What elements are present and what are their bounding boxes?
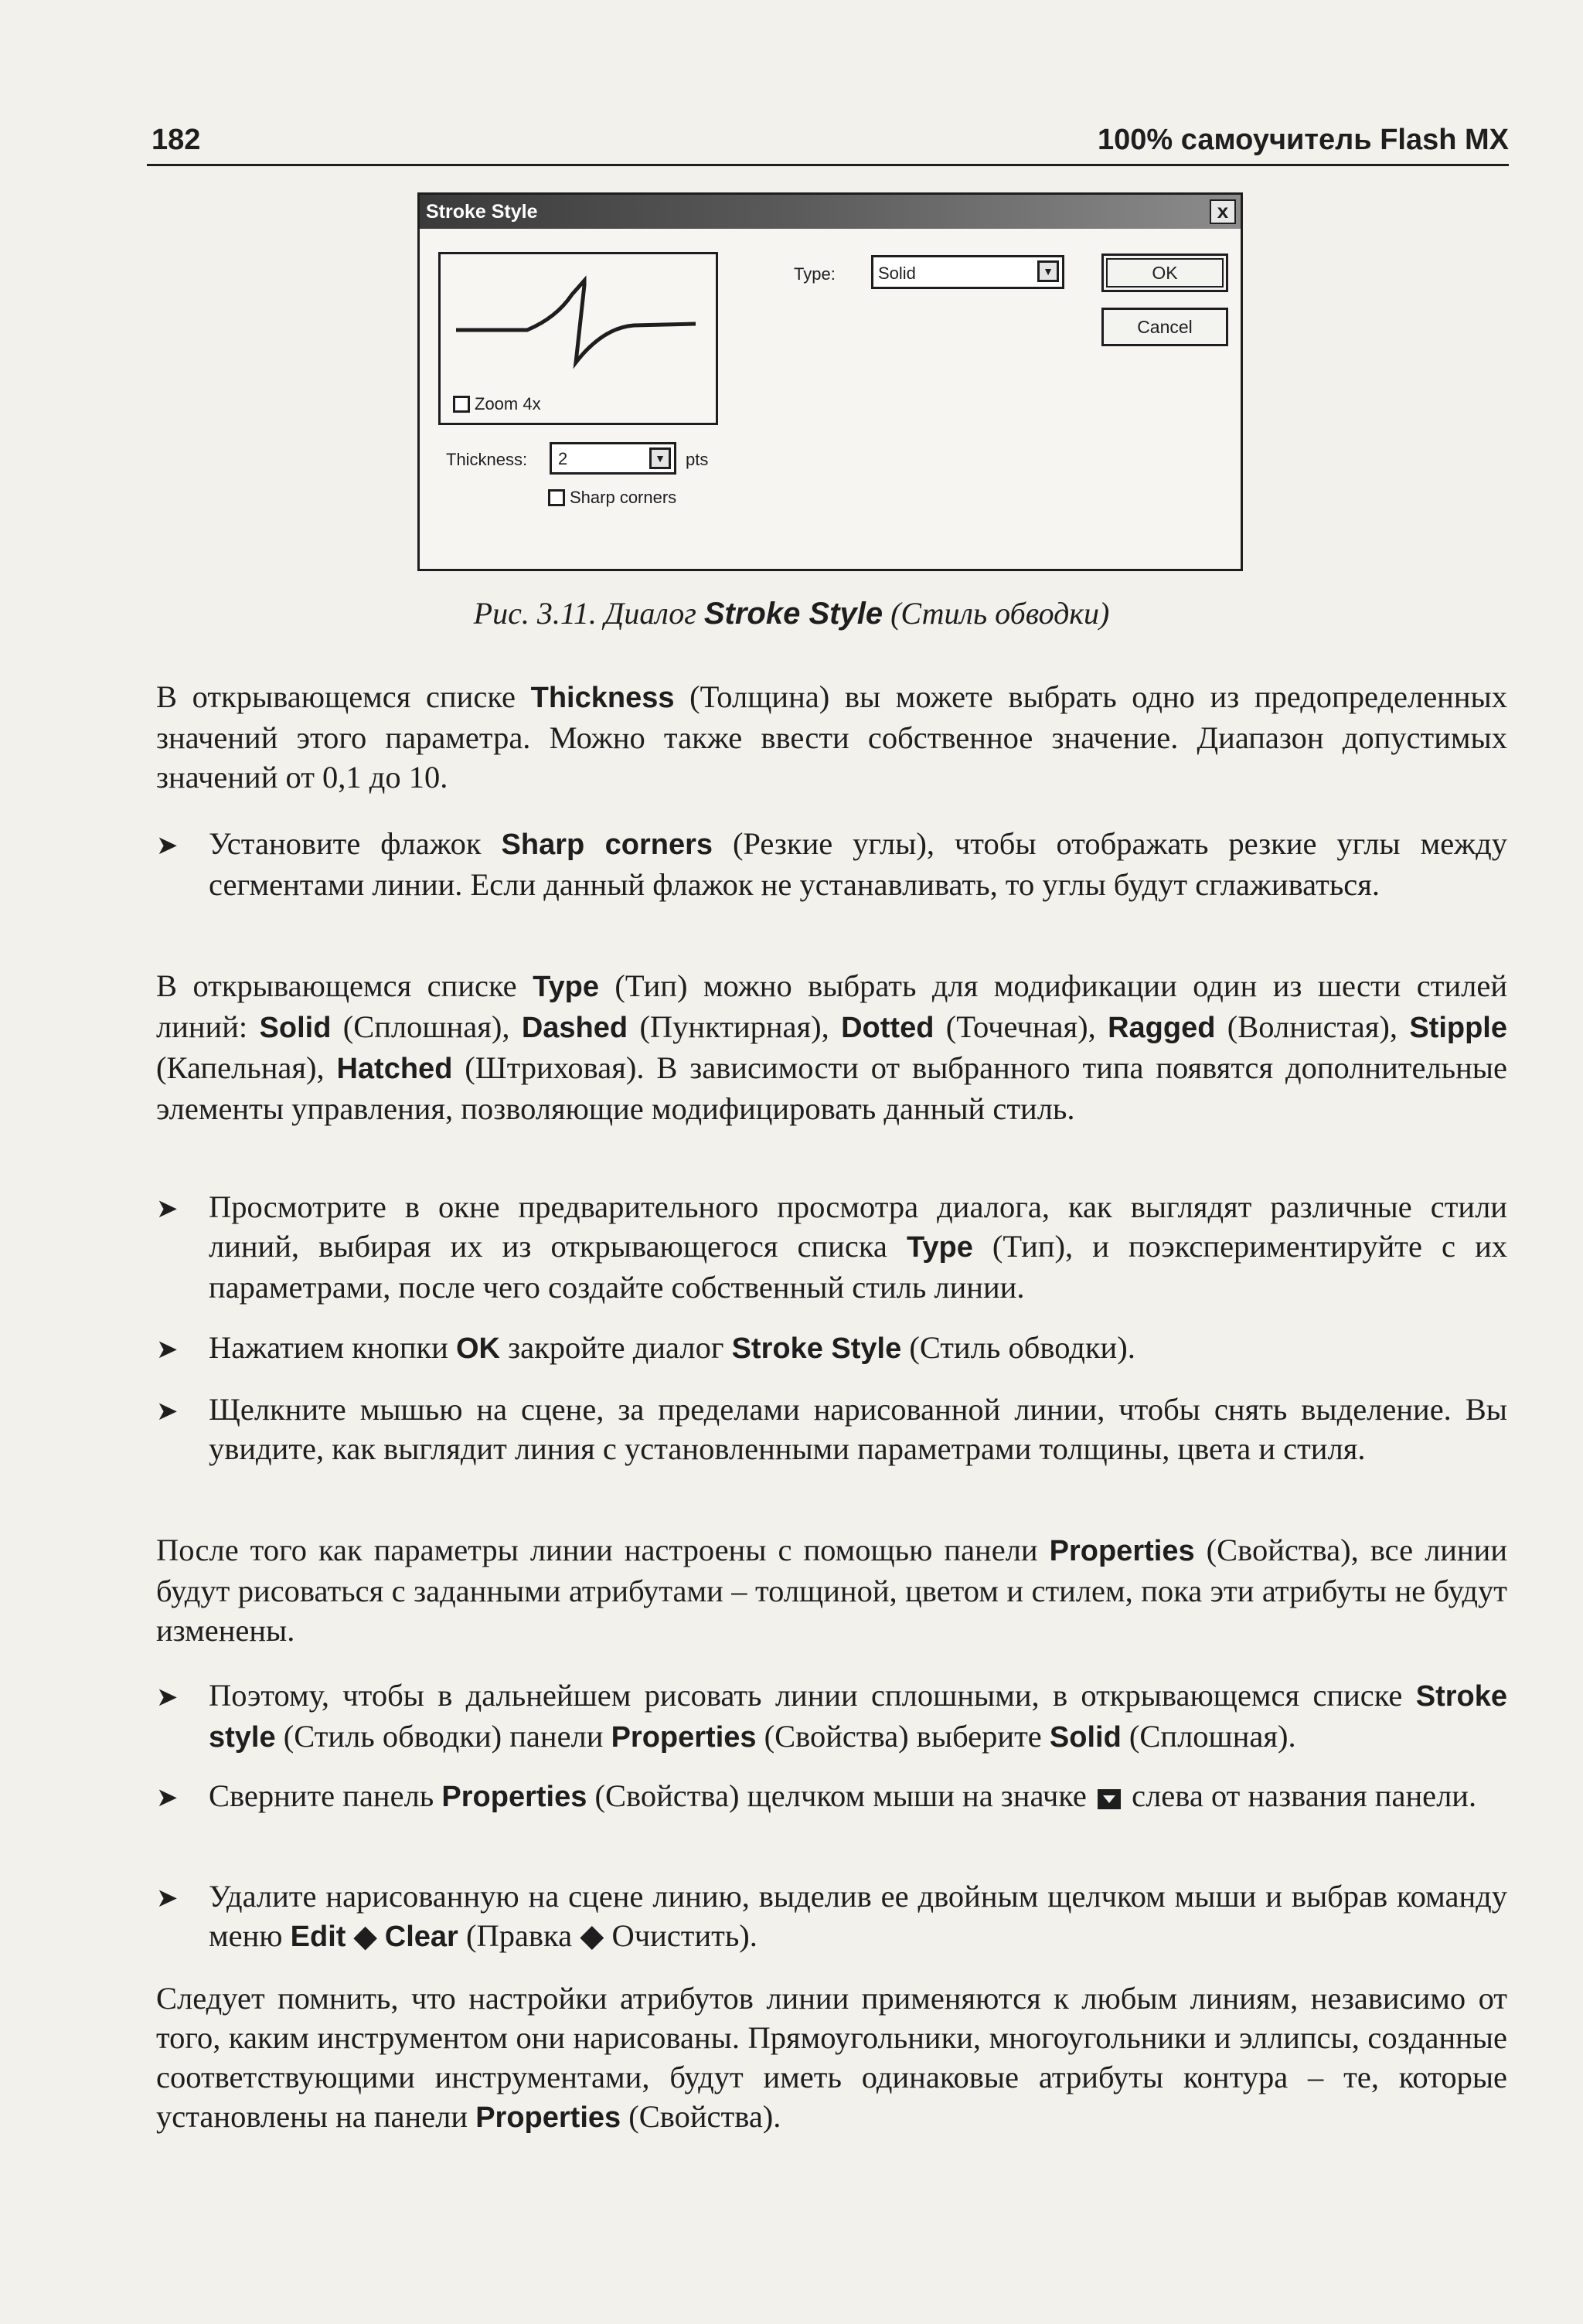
- paragraph-remember: Следует помнить, что настройки атрибутов линии применяются к любым линиям, независимо от того, каким инструментом они нарисованы. Прямоугольники, многоугольники и эллипсы, созданные соответствующими инструментами, будут иметь одинаковые атрибуты контура – те, которые установлены на панели Properties (Свойства).: [156, 1981, 1507, 2134]
- sharp-corners-checkbox[interactable]: [548, 489, 565, 506]
- bullet-preview-styles: ➤ Просмотрите в окне предварительного просмотра диалога, как выглядят различные стили линий, выбирая их из открывающегося списка Type (Тип), и поэкспериментируйте с их параметрами, после чего создайте собственный стиль линии.: [156, 1189, 1508, 1305]
- sharp-corners-row[interactable]: [548, 487, 676, 508]
- thickness-select[interactable]: [550, 442, 676, 475]
- arrowhead-bullet-icon: ➤: [156, 1883, 179, 1914]
- bullet-close-dialog: ➤ Нажатием кнопки OK закройте диалог Stroke Style (Стиль обводки).: [209, 1328, 1507, 1369]
- cancel-button[interactable]: Cancel: [1101, 308, 1228, 346]
- thickness-label: Thickness:: [446, 450, 528, 469]
- dialog-title: Stroke Style: [426, 201, 538, 223]
- bullet-collapse-panel: ➤ Сверните панель Properties (Свойства) щелчком мыши на значке слева от названия панели.: [209, 1776, 1507, 1817]
- dropdown-arrow-icon[interactable]: ▼: [649, 447, 671, 469]
- zoom-checkbox[interactable]: [453, 396, 470, 413]
- dropdown-arrow-icon[interactable]: ▼: [1037, 260, 1059, 282]
- bullet-solid: ➤ Поэтому, чтобы в дальнейшем рисовать линии сплошными, в открывающемся списке Stroke style (Стиль обводки) панели Properties (Свойства) выберите Solid (Сплошная).: [156, 1678, 1507, 1754]
- bullet-sharp-corners: ➤ Установите флажок Sharp corners (Резкие углы), чтобы отображать резкие углы между сегментами линии. Если данный флажок не устанавливать, то углы будут сглаживаться.: [156, 826, 1508, 902]
- sharp-corners-label: Sharp corners: [570, 488, 677, 508]
- header-divider: [147, 164, 1509, 166]
- paragraph-properties: После того как параметры линии настроены с помощью панели Properties (Свойства), все линии будут рисоваться с заданными атрибутами – толщиной, цветом и стилем, пока эти атрибуты не будут изменены.: [156, 1533, 1507, 1648]
- close-button[interactable]: [1210, 199, 1236, 224]
- book-title: 100% самоучитель Flash MX: [1098, 124, 1509, 156]
- ok-button[interactable]: OK: [1101, 253, 1228, 292]
- thickness-unit: pts: [686, 450, 709, 469]
- arrowhead-bullet-icon: ➤: [156, 830, 179, 861]
- thickness-value: 2: [558, 449, 568, 468]
- page-number: 182: [151, 124, 201, 156]
- dialog-titlebar: [420, 195, 1241, 229]
- stroke-preview: [438, 252, 718, 425]
- bullet-delete-line: ➤ Удалите нарисованную на сцене линию, выделив ее двойным щелчком мыши и выбрав команду меню Edit ◆ Clear (Правка ◆ Очистить).: [156, 1879, 1507, 1953]
- type-value: Solid: [878, 264, 916, 283]
- arrowhead-bullet-icon: ➤: [156, 1682, 179, 1713]
- arrowhead-bullet-icon: ➤: [156, 1334, 179, 1365]
- collapse-triangle-icon: [1098, 1789, 1121, 1809]
- paragraph-thickness: В открывающемся списке Thickness (Толщина) вы можете выбрать одно из предопределенных значений этого параметра. Можно также ввести собственное значение. Диапазон допустимых значений от 0,1 до 10.: [156, 679, 1507, 795]
- close-icon: x: [1217, 199, 1229, 223]
- bullet-deselect: ➤ Щелкните мышью на сцене, за пределами нарисованной линии, чтобы снять выделение. Вы увидите, как выглядит линия с установленными параметрами толщины, цвета и стиля.: [156, 1392, 1507, 1466]
- arrowhead-bullet-icon: ➤: [156, 1396, 179, 1427]
- zoom-checkbox-row[interactable]: [453, 393, 541, 414]
- stroke-style-dialog: [417, 192, 1243, 571]
- type-select[interactable]: [871, 255, 1064, 289]
- zoom-label: Zoom 4x: [475, 394, 541, 414]
- paragraph-type: В открывающемся списке Type (Тип) можно выбрать для модификации один из шести стилей линий: Solid (Сплошная), Dashed (Пунктирная), Dotted (Точечная), Ragged (Волнистая), Stipple (Капельная), Hatched (Штриховая). В зависимости от выбранного типа появятся дополнительные элементы управления, позволяющие модифицировать данный стиль.: [156, 968, 1507, 1126]
- type-label: Type:: [794, 264, 836, 284]
- arrowhead-bullet-icon: ➤: [156, 1193, 179, 1224]
- figure-caption: Рис. 3.11. Диалог Stroke Style (Стиль обводки): [473, 596, 1110, 631]
- arrowhead-bullet-icon: ➤: [156, 1782, 179, 1813]
